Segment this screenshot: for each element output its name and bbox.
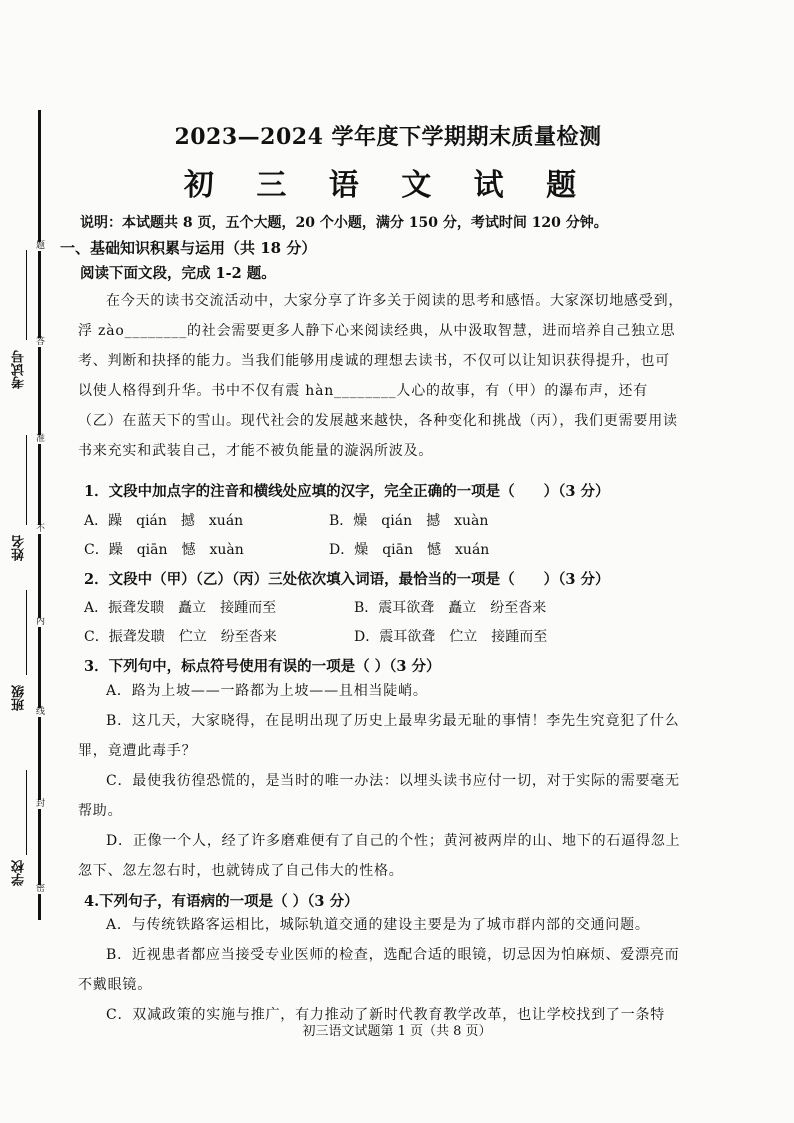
question-4-option-a[interactable]: A．与传统铁路客运相比，城际轨道交通的建设主要是为了城市群内部的交通问题。 bbox=[106, 917, 650, 933]
exam-title: 2023—2024 学年度下学期期末质量检测 bbox=[174, 124, 602, 150]
subject-title: 初 三 语 文 试 题 bbox=[183, 168, 593, 203]
question-1-options-row2 bbox=[84, 539, 489, 559]
section-heading: 一、基础知识积累与运用（共 18 分） bbox=[60, 239, 317, 257]
question-4-stem: 4.下列句子，有语病的一项是（ ）（3 分） bbox=[84, 893, 359, 910]
reading-instruction: 阅读下面文段，完成 1-2 题。 bbox=[80, 265, 276, 282]
option-d[interactable]: D．燥 qiān 憾 xuán bbox=[329, 542, 490, 558]
question-3-option-d[interactable]: D．正像一个人，经了许多磨难便有了自己的个性；黄河被两岸的山、地下的石逼得忽上忽下、忽左忽右时，也就铸成了自己伟大的性格。 bbox=[78, 833, 681, 879]
binding-mark: 不 bbox=[36, 524, 46, 534]
class-label: 班级 bbox=[12, 685, 27, 711]
exam-number-blank[interactable] bbox=[26, 250, 27, 340]
option-a[interactable]: A．躁 qián 撼 xuán bbox=[84, 513, 244, 529]
question-3-option-b[interactable]: B．这几天，大家晓得，在昆明出现了历史上最卑劣最无耻的事情！李先生究竟犯了什么罪，竟遭此毒手？ bbox=[78, 713, 680, 759]
binding-mark: 题 bbox=[36, 241, 46, 251]
question-2-stem: 2．文段中（甲）（乙）（丙）三处依次填入词语，最恰当的一项是（ ）（3 分） bbox=[84, 571, 610, 588]
binding-margin bbox=[8, 110, 48, 920]
reading-passage: 在今天的读书交流活动中，大家分享了许多关于阅读的思考和感悟。大家深切地感受到，浮 zào________的社会需要更多人静下心来阅读经典，从中汲取智慧，进而培养自己独立思考、判断和抉择的能力。当我们能够用虔诚的理想去读书，不仅可以让知识获得提升，也可以使人格得到升华。书中不仅有震 hàn________人心的故事，有（甲）的瀑布声，还有（乙）在蓝天下的雪山。现代社会的发展越来越快，各种变化和挑战（丙），我们更需要用读书来充实和武装自己，才能不被负能量的漩涡所波及。 bbox=[78, 293, 684, 459]
question-4-option-b[interactable]: B．近视患者都应当接受专业医师的检查，选配合适的眼镜，切忌因为怕麻烦、爱漂亮而不戴眼镜。 bbox=[78, 947, 680, 993]
question-4-option-c[interactable]: C．双减政策的实施与推广，有力推动了新时代教育教学改革，也让学校找到了一条特 bbox=[106, 1007, 666, 1023]
name-label: 姓名 bbox=[12, 535, 27, 561]
class-blank[interactable] bbox=[26, 590, 27, 675]
question-3-option-a[interactable]: A．路为上坡——一路都为上坡——且相当陡峭。 bbox=[106, 683, 428, 699]
binding-mark: 线 bbox=[36, 707, 46, 717]
binding-mark: 内 bbox=[36, 617, 46, 627]
exam-note: 说明：本试题共 8 页，五个大题，20 个小题，满分 150 分，考试时间 120 分钟。 bbox=[80, 215, 608, 231]
question-1-stem: 1．文段中加点字的注音和横线处应填的汉字，完全正确的一项是（ ）（3 分） bbox=[84, 483, 610, 500]
binding-mark: 准 bbox=[36, 434, 46, 444]
option-d[interactable]: D．震耳欲聋 伫立 接踵而至 bbox=[354, 629, 548, 645]
exam-number-label: 考试号 bbox=[12, 350, 27, 389]
option-c[interactable]: C．振聋发聩 伫立 纷至沓来 bbox=[84, 629, 277, 645]
question-1-options-row1 bbox=[84, 510, 488, 530]
question-3-stem: 3．下列句中，标点符号使用有误的一项是（ ）（3 分） bbox=[84, 658, 441, 675]
question-2-options-row2 bbox=[84, 626, 547, 646]
question-3-option-c[interactable]: C．最使我彷徨恐慌的，是当时的唯一办法：以埋头读书应付一切，对于实际的需要毫无帮助。 bbox=[78, 773, 680, 819]
binding-mark: 封 bbox=[36, 799, 46, 809]
option-b[interactable]: B．震耳欲聋 矗立 纷至沓来 bbox=[354, 600, 547, 616]
page-footer: 初三语文试题第 1 页（共 8 页） bbox=[302, 1024, 492, 1039]
question-2-options-row1 bbox=[84, 597, 546, 617]
school-label: 学校 bbox=[12, 860, 27, 886]
school-blank[interactable] bbox=[26, 770, 27, 855]
binding-mark: 密 bbox=[36, 884, 46, 894]
option-c[interactable]: C．躁 qiān 憾 xuàn bbox=[84, 542, 244, 558]
binding-mark: 答 bbox=[36, 337, 46, 347]
name-blank[interactable] bbox=[26, 435, 27, 525]
option-a[interactable]: A．振聋发聩 矗立 接踵而至 bbox=[84, 600, 277, 616]
option-b[interactable]: B．燥 qián 撼 xuàn bbox=[329, 513, 489, 529]
